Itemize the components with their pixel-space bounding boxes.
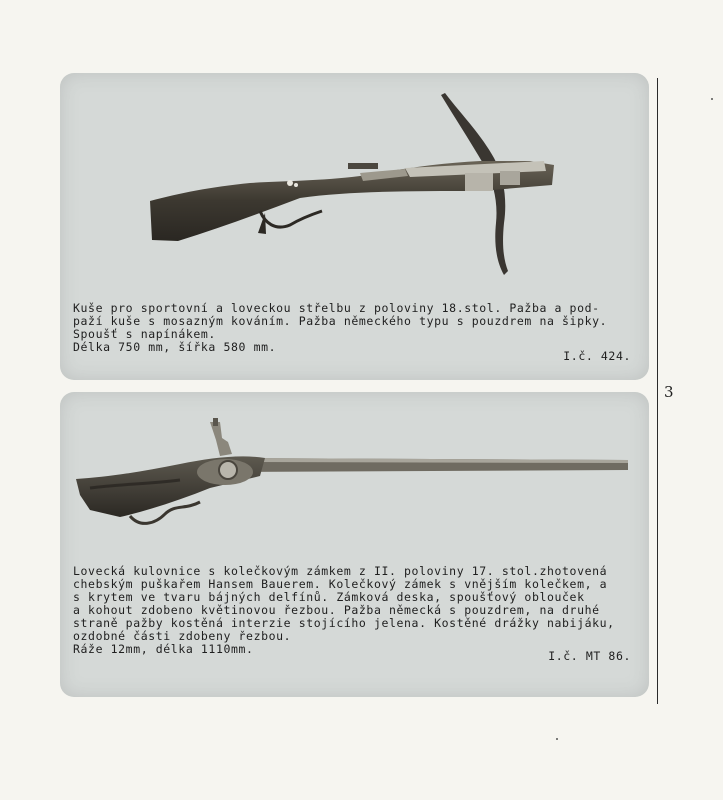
paper-speck	[711, 98, 713, 100]
caption-wheellock-rifle: Lovecká kulovnice s kolečkovým zámkem z II. poloviny 17. stol.zhotovená chebským puškařem Hansem Bauerem. Kolečkový zámek s vnějším kolečkem, a s krytem ve tvaru bájných delfínů. Zámková deska, spoušťový oblouček a kohout zdobeno květinovou řezbou. Pažba německá s pouzdrem, na druhé straně pažby kostěná interzie stojícího jelena. Kostěné drážky nabijáku, ozdobné části zdobeny řezbou. Ráže 12mm, délka 1110mm.	[73, 564, 615, 656]
page-number: 3	[664, 383, 674, 401]
margin-rule	[657, 78, 658, 704]
inventory-number-wheellock-rifle: I.č. MT 86.	[548, 649, 631, 663]
plate-crossbow	[60, 73, 649, 380]
paper-speck	[556, 738, 558, 740]
plate-wheellock-rifle	[60, 392, 649, 697]
crossbow-photo	[60, 73, 649, 298]
wheellock-rifle-photo	[60, 392, 649, 552]
caption-crossbow: Kuše pro sportovní a loveckou střelbu z poloviny 18.stol. Pažba a pod- paží kuše s mosazným kováním. Pažba německého typu s pouzdrem na šipky. Spoušť s napínákem. Délka 750 mm, šířka 580 mm.	[73, 301, 608, 354]
inventory-number-crossbow: I.č. 424.	[563, 349, 631, 363]
